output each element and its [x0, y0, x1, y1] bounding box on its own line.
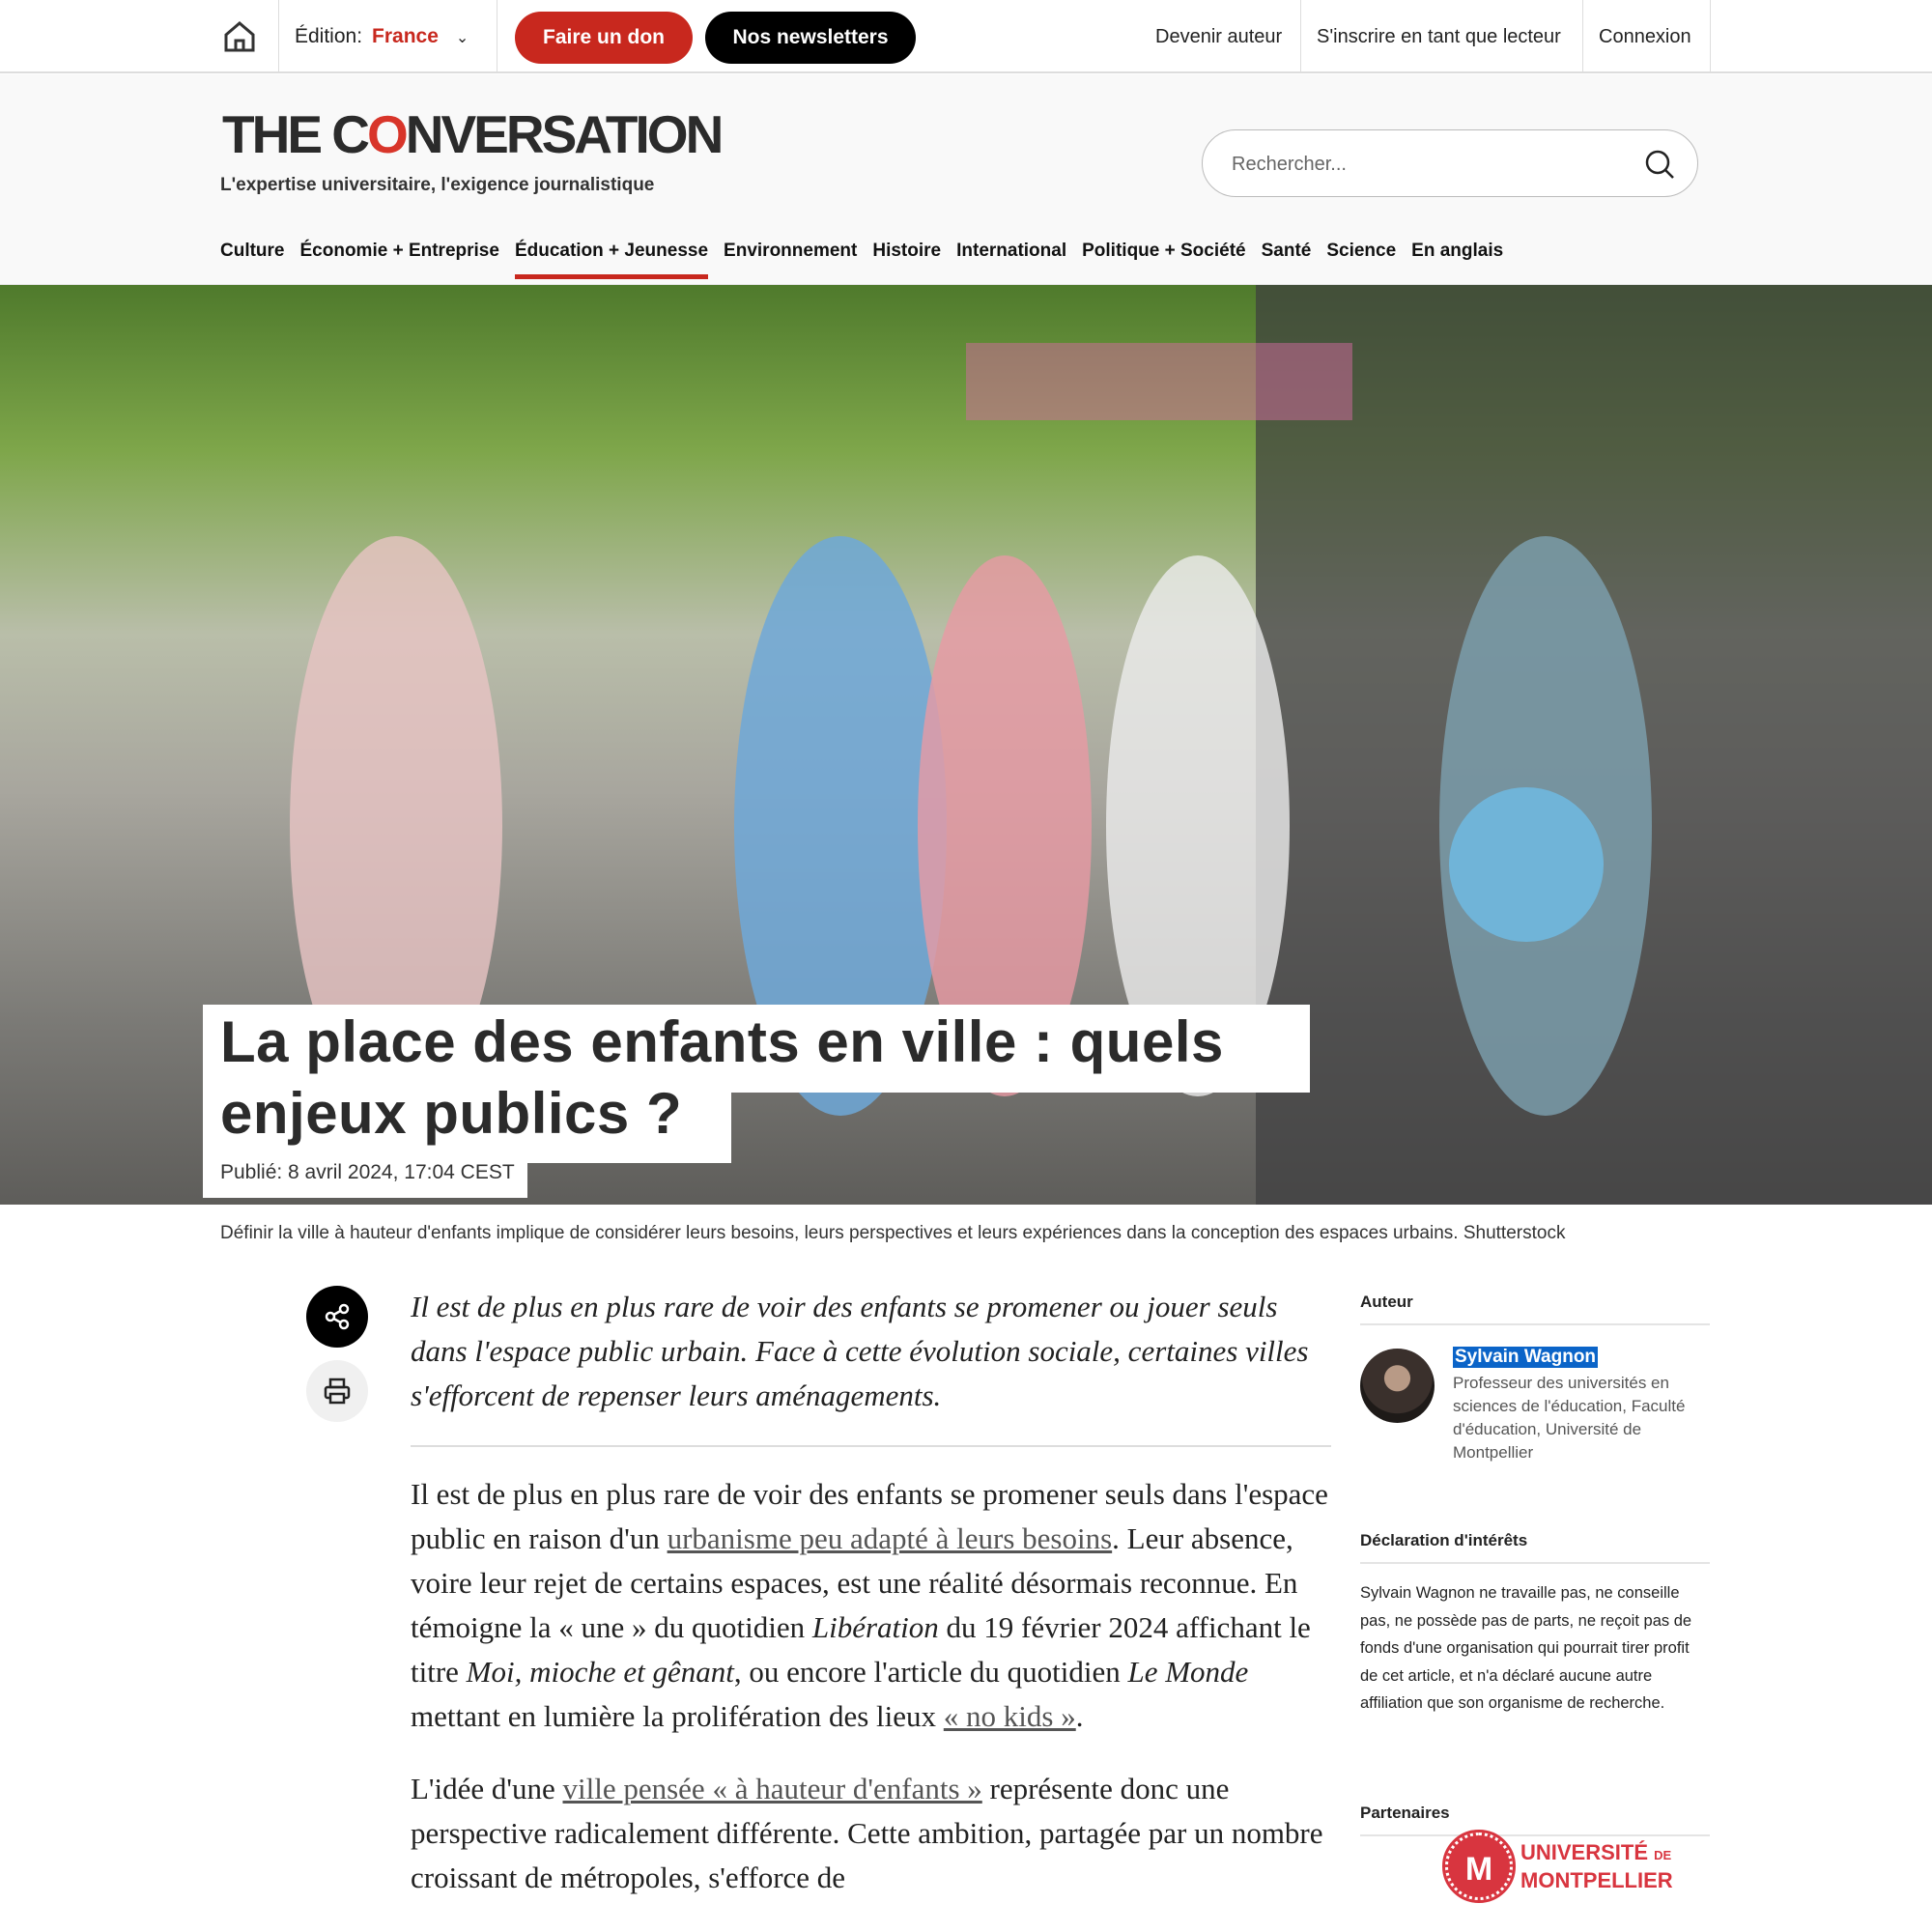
article-intro: Il est de plus en plus rare de voir des enfants se promener ou jouer seuls dans l'espace public urbain. Face à cette évolution sociale, certaines villes s'efforcent de repenser leurs aménagements. [411, 1290, 1309, 1412]
home-icon[interactable] [220, 17, 259, 56]
top-bar [0, 0, 1932, 73]
donate-button[interactable]: Faire un don [515, 12, 693, 64]
image-caption: Définir la ville à hauteur d'enfants implique de considérer leurs besoins, leurs perspectives et leurs expériences dans la conception des espaces urbains. Shutterstock [220, 1223, 1566, 1243]
tagline: L'expertise universitaire, l'exigence journalistique [220, 175, 655, 195]
nav-item[interactable]: Culture [220, 241, 285, 261]
article-paragraph [411, 1767, 1338, 1900]
share-icon [322, 1301, 353, 1332]
partners-heading: Partenaires [1360, 1804, 1710, 1836]
text-segment: , ou encore l'article du quotidien [733, 1655, 1128, 1689]
author-section [1360, 1293, 1710, 1486]
university-seal-icon: M [1445, 1833, 1513, 1900]
newsletters-button[interactable]: Nos newsletters [705, 12, 916, 64]
disclosure-section [1360, 1531, 1710, 1718]
article-link[interactable]: « no kids » [943, 1699, 1076, 1733]
divider [411, 1445, 1331, 1447]
text-segment: . [1075, 1699, 1084, 1733]
login-link[interactable]: Connexion [1599, 26, 1691, 47]
nav-item[interactable]: Éducation + Jeunesse [515, 241, 708, 279]
disclosure-heading: Déclaration d'intérêts [1360, 1531, 1710, 1564]
article-title-line2: enjeux publics ? [220, 1081, 683, 1146]
article-paragraph [411, 1472, 1338, 1739]
print-icon [322, 1376, 353, 1406]
partners-section [1360, 1804, 1710, 1932]
nav-item[interactable]: Santé [1261, 241, 1312, 261]
text-segment: Moi, mioche et gênant [466, 1655, 734, 1689]
nav-item[interactable]: Environnement [724, 241, 858, 261]
site-logo[interactable]: THE CONVERSATION [222, 104, 722, 164]
register-reader-link[interactable]: S'inscrire en tant que lecteur [1317, 26, 1561, 47]
nav-item[interactable]: Politique + Société [1082, 241, 1246, 261]
text-segment: du 19 février 2024 affichant le titre [411, 1610, 1311, 1689]
article-body [411, 1472, 1338, 1928]
disclosure-text: Sylvain Wagnon ne travaille pas, ne conseille pas, ne possède pas de parts, ne reçoit pas de fonds d'une organisation qui pourrait tirer profit de cet article, et n'a déclaré aucune autre affiliation que son organisme de recherche. [1360, 1584, 1692, 1712]
article-link[interactable]: ville pensée « à hauteur d'enfants » [562, 1772, 982, 1805]
text-segment: Libération [811, 1610, 939, 1644]
author-heading: Auteur [1360, 1293, 1710, 1325]
text-segment: mettant en lumière la prolifération des lieux [411, 1699, 944, 1733]
article-link[interactable]: urbanisme peu adapté à leurs besoins [667, 1521, 1113, 1555]
search-icon[interactable] [1643, 148, 1676, 181]
edition-selector[interactable] [295, 25, 469, 48]
nav-item[interactable]: International [956, 241, 1067, 261]
divider [1710, 0, 1711, 73]
divider [278, 0, 279, 73]
partner-logo-universite-montpellier[interactable]: M UNIVERSITÉ DE MONTPELLIER [1445, 1833, 1673, 1900]
avatar[interactable] [1360, 1349, 1435, 1423]
chevron-down-icon: ⌄ [455, 30, 469, 46]
section-nav [220, 241, 1503, 279]
published-date: Publié: 8 avril 2024, 17:04 CEST [220, 1161, 515, 1183]
share-button[interactable] [306, 1286, 368, 1348]
nav-item[interactable]: Histoire [872, 241, 942, 261]
text-segment: Il est de plus en plus rare de voir des enfants se promener seuls dans l'espace public en raison d'un [411, 1477, 1328, 1555]
nav-item[interactable]: Science [1326, 241, 1397, 261]
text-segment: représente donc une perspective radicalement différente. Cette ambition, partagée par un nombre croissant de métropoles, s'efforce de [411, 1772, 1323, 1894]
text-segment: Le Monde [1127, 1655, 1249, 1689]
edition-label: Édition: [295, 25, 363, 47]
print-button[interactable] [306, 1360, 368, 1422]
text-segment: L'idée d'une [411, 1772, 563, 1805]
author-name-link[interactable]: Sylvain Wagnon [1455, 1347, 1597, 1367]
text-segment: . Leur absence, voire leur rejet de certains espaces, est une réalité désormais reconnue. En témoigne la « une » du quotidien [411, 1521, 1298, 1644]
divider [1582, 0, 1583, 73]
search-input[interactable] [1232, 148, 1618, 181]
search-box [1202, 129, 1698, 197]
become-author-link[interactable]: Devenir auteur [1155, 26, 1283, 47]
divider [1300, 0, 1301, 73]
nav-item[interactable]: En anglais [1411, 241, 1504, 261]
edition-value: France [372, 25, 439, 47]
author-role: Professeur des universités en sciences de l'éducation, Faculté d'éducation, Université de Montpellier [1453, 1374, 1686, 1462]
nav-item[interactable]: Économie + Entreprise [299, 241, 499, 261]
site-header [0, 74, 1932, 285]
article-title: La place des enfants en ville : quels [220, 1009, 1224, 1074]
